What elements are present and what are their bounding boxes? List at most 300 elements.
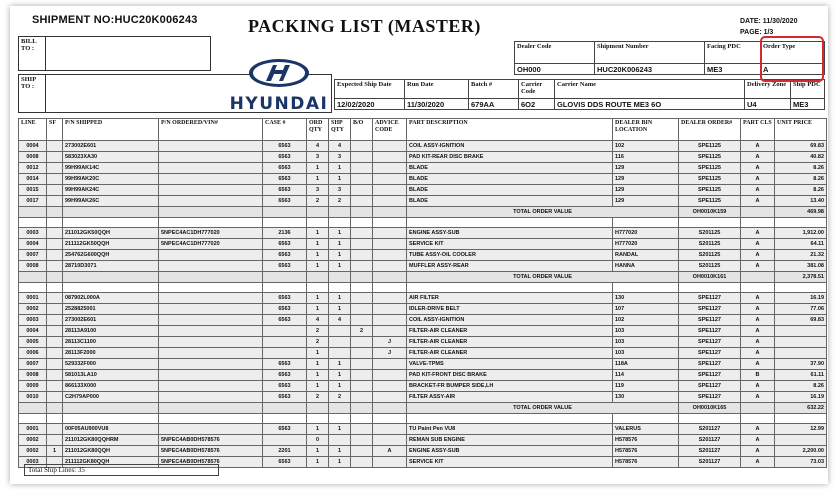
bo-cell [351, 457, 373, 468]
dealer-order-cell: SPE1127 [679, 326, 741, 337]
pn-shipped-cell: 211112GK50QQH [63, 239, 159, 250]
empty-cell [307, 272, 329, 283]
case-cell: 6563 [263, 293, 307, 304]
table-row [19, 435, 827, 446]
case-cell: 6563 [263, 392, 307, 403]
line-cell: 0008 [19, 261, 47, 272]
shp-qty-cell: 1 [329, 250, 351, 261]
dealer-code-label: Dealer Code [515, 42, 595, 64]
pn-ordered-vin-cell [159, 196, 263, 207]
shp-qty-cell: 3 [329, 185, 351, 196]
total-order-value-cell: 2,378.51 [775, 272, 827, 283]
shp-qty-cell [329, 326, 351, 337]
col-pn-shipped: P/N SHIPPED [63, 119, 159, 141]
dealer-order-cell: S201125 [679, 228, 741, 239]
part-cls-cell: A [741, 435, 775, 446]
bin-location-cell: H578576 [613, 457, 679, 468]
part-cls-cell: A [741, 185, 775, 196]
sf-cell [47, 370, 63, 381]
part-description-cell: AIR FILTER [407, 293, 613, 304]
part-cls-cell: A [741, 337, 775, 348]
case-cell: 6563 [263, 315, 307, 326]
unit-price-cell: 69.83 [775, 315, 827, 326]
part-cls-cell: A [741, 228, 775, 239]
case-cell: 6563 [263, 239, 307, 250]
advice-code-cell [373, 250, 407, 261]
empty-cell [373, 207, 407, 218]
dealer-order-cell: SPE1125 [679, 152, 741, 163]
case-cell [263, 348, 307, 359]
shp-qty-cell: 4 [329, 315, 351, 326]
sf-cell [47, 152, 63, 163]
part-cls-cell: A [741, 293, 775, 304]
empty-cell [63, 414, 159, 424]
case-cell: 2136 [263, 228, 307, 239]
pn-ordered-vin-cell [159, 152, 263, 163]
pn-shipped-cell: 211012GK50QQH [63, 228, 159, 239]
case-cell: 6563 [263, 141, 307, 152]
line-cell: 0015 [19, 185, 47, 196]
part-description-cell: FILTER-AIR CLEANER [407, 348, 613, 359]
unit-price-cell: 69.83 [775, 141, 827, 152]
ord-qty-cell: 1 [307, 381, 329, 392]
empty-cell [63, 283, 159, 293]
dealer-order-cell: SPE1125 [679, 163, 741, 174]
pn-ordered-vin-cell [159, 293, 263, 304]
dealer-order-cell: S201127 [679, 424, 741, 435]
line-cell: 0005 [19, 337, 47, 348]
advice-code-cell [373, 424, 407, 435]
empty-cell [613, 283, 679, 293]
empty-cell [307, 218, 329, 228]
bin-location-cell: 129 [613, 163, 679, 174]
shp-qty-cell: 1 [329, 381, 351, 392]
sf-cell [47, 185, 63, 196]
empty-cell [159, 283, 263, 293]
part-cls-cell: A [741, 315, 775, 326]
line-cell: 0012 [19, 163, 47, 174]
empty-cell [63, 272, 159, 283]
empty-cell [47, 283, 63, 293]
bo-cell: 2 [351, 326, 373, 337]
advice-code-cell [373, 359, 407, 370]
delivery-zone-label: Delivery Zone [745, 80, 791, 99]
col-advice-code: ADVICE CODE [373, 119, 407, 141]
ord-qty-cell: 1 [307, 261, 329, 272]
empty-cell [19, 218, 47, 228]
bin-location-cell: 102 [613, 315, 679, 326]
unit-price-cell: 1,912.00 [775, 228, 827, 239]
pn-shipped-cell: 28113F2000 [63, 348, 159, 359]
shp-qty-cell: 2 [329, 196, 351, 207]
facing-pdc-label: Facing PDC [705, 42, 761, 64]
hyundai-emblem-icon [222, 58, 336, 88]
empty-cell [159, 272, 263, 283]
part-description-cell: IDLER-DRIVE BELT [407, 304, 613, 315]
empty-cell [351, 207, 373, 218]
case-cell [263, 435, 307, 446]
empty-cell [741, 283, 775, 293]
dealer-order-cell: S201127 [679, 457, 741, 468]
table-row [19, 337, 827, 348]
sf-cell [47, 261, 63, 272]
pn-ordered-vin-cell [159, 250, 263, 261]
bin-location-cell: 103 [613, 326, 679, 337]
ord-qty-cell: 1 [307, 359, 329, 370]
pn-shipped-cell: 273002E601 [63, 315, 159, 326]
ord-qty-cell: 4 [307, 315, 329, 326]
col-case: CASE # [263, 119, 307, 141]
pn-shipped-cell: 99H99AK26C [63, 196, 159, 207]
dealer-order-cell: SPE1127 [679, 359, 741, 370]
packing-list-table [18, 118, 827, 468]
bo-cell [351, 435, 373, 446]
empty-cell [19, 207, 47, 218]
ord-qty-cell: 0 [307, 435, 329, 446]
bin-location-cell: 103 [613, 348, 679, 359]
dealer-order-cell: S201125 [679, 239, 741, 250]
dealer-order-cell: SPE1127 [679, 370, 741, 381]
sf-cell [47, 381, 63, 392]
sf-cell [47, 359, 63, 370]
unit-price-cell: 8.26 [775, 185, 827, 196]
pn-shipped-cell: 254762G600QQH [63, 250, 159, 261]
sf-cell [47, 163, 63, 174]
ord-qty-cell: 1 [307, 239, 329, 250]
empty-cell [679, 218, 741, 228]
dealer-order-cell: SPE1127 [679, 304, 741, 315]
empty-cell [373, 283, 407, 293]
part-cls-cell: A [741, 152, 775, 163]
empty-cell [63, 403, 159, 414]
part-cls-cell: A [741, 457, 775, 468]
bin-location-cell: 130 [613, 392, 679, 403]
empty-cell [159, 414, 263, 424]
part-description-cell: BLADE [407, 196, 613, 207]
col-part-cls: PART CLS [741, 119, 775, 141]
bin-location-cell: H578576 [613, 435, 679, 446]
shp-qty-cell: 1 [329, 370, 351, 381]
shp-qty-cell: 1 [329, 457, 351, 468]
page-title: PACKING LIST (MASTER) [248, 16, 481, 36]
bin-location-cell: 118A [613, 359, 679, 370]
unit-price-cell: 16.19 [775, 392, 827, 403]
table-header-row [19, 119, 827, 141]
pn-shipped-cell: 211012GK80QQH [63, 446, 159, 457]
bin-location-cell: RANDAL [613, 250, 679, 261]
case-cell: 6563 [263, 457, 307, 468]
advice-code-cell [373, 435, 407, 446]
shp-qty-cell: 1 [329, 293, 351, 304]
part-description-cell: COIL ASSY-IGNITION [407, 141, 613, 152]
pn-shipped-cell: 211112GK80QQH [63, 457, 159, 468]
sf-cell [47, 326, 63, 337]
case-cell: 6563 [263, 152, 307, 163]
shipping-info-grid [334, 79, 825, 110]
pn-shipped-cell: 00F05AU900VU8 [63, 424, 159, 435]
case-cell: 6563 [263, 424, 307, 435]
case-cell: 6563 [263, 196, 307, 207]
line-cell: 0007 [19, 359, 47, 370]
pn-ordered-vin-cell [159, 424, 263, 435]
shp-qty-cell: 2 [329, 392, 351, 403]
bin-location-cell: 129 [613, 196, 679, 207]
empty-cell [775, 414, 827, 424]
total-dealer-order-cell: OH0010K161 [679, 272, 741, 283]
total-dealer-order-cell: OH0010K159 [679, 207, 741, 218]
print-date: DATE: 11/30/2020 [740, 18, 798, 25]
empty-cell [307, 403, 329, 414]
empty-cell [329, 403, 351, 414]
dealer-code-value: OH000 [515, 64, 595, 75]
empty-cell [263, 403, 307, 414]
part-description-cell: BRACKET-FR BUMPER SIDE,LH [407, 381, 613, 392]
pn-ordered-vin-cell [159, 261, 263, 272]
advice-code-cell [373, 174, 407, 185]
part-description-cell: BLADE [407, 163, 613, 174]
bill-to-box [18, 36, 211, 71]
case-cell [263, 337, 307, 348]
unit-price-cell: 61.11 [775, 370, 827, 381]
ord-qty-cell: 1 [307, 370, 329, 381]
unit-price-cell: 8.26 [775, 381, 827, 392]
part-description-cell: COIL ASSY-IGNITION [407, 315, 613, 326]
unit-price-cell: 8.26 [775, 163, 827, 174]
unit-price-cell [775, 326, 827, 337]
empty-cell [351, 283, 373, 293]
case-cell [263, 326, 307, 337]
unit-price-cell: 381.08 [775, 261, 827, 272]
order-type-highlight [760, 36, 824, 82]
pn-ordered-vin-cell [159, 370, 263, 381]
bin-location-cell: 107 [613, 304, 679, 315]
pn-shipped-cell: 2528825001 [63, 304, 159, 315]
table-row [19, 446, 827, 457]
ord-qty-cell: 1 [307, 304, 329, 315]
pn-shipped-cell: 211012GK80QQHRM [63, 435, 159, 446]
pn-ordered-vin-cell [159, 315, 263, 326]
pn-ordered-vin-cell [159, 326, 263, 337]
unit-price-cell: 40.82 [775, 152, 827, 163]
unit-price-cell: 8.26 [775, 174, 827, 185]
part-cls-cell: A [741, 163, 775, 174]
order-type-label: Order Type [761, 42, 825, 64]
shp-qty-cell [329, 348, 351, 359]
part-description-cell: PAD KIT-FRONT DISC BRAKE [407, 370, 613, 381]
empty-cell [351, 272, 373, 283]
shp-qty-cell: 1 [329, 424, 351, 435]
expected-ship-date-label: Expected Ship Date [335, 80, 405, 99]
col-line: LINE [19, 119, 47, 141]
part-description-cell: TUBE ASSY-OIL COOLER [407, 250, 613, 261]
shp-qty-cell: 1 [329, 359, 351, 370]
advice-code-cell [373, 239, 407, 250]
pn-shipped-cell: 866133X000 [63, 381, 159, 392]
col-part-description: PART DESCRIPTION [407, 119, 613, 141]
sf-cell [47, 174, 63, 185]
dealer-order-cell: SPE1125 [679, 185, 741, 196]
line-cell: 0004 [19, 141, 47, 152]
bo-cell [351, 348, 373, 359]
bin-location-cell: 130 [613, 293, 679, 304]
sf-cell: 1 [47, 446, 63, 457]
bo-cell [351, 293, 373, 304]
unit-price-cell: 12.99 [775, 424, 827, 435]
part-description-cell: ENGINE ASSY-SUB [407, 446, 613, 457]
advice-code-cell [373, 293, 407, 304]
part-description-cell: FILTER-AIR CLEANER [407, 337, 613, 348]
part-description-cell: SERVICE KIT [407, 239, 613, 250]
carrier-code-value: 6O2 [519, 99, 555, 110]
line-cell: 0001 [19, 424, 47, 435]
batch-value: 679AA [469, 99, 519, 110]
advice-code-cell [373, 196, 407, 207]
shp-qty-cell: 4 [329, 141, 351, 152]
unit-price-cell: 73.03 [775, 457, 827, 468]
part-cls-cell: A [741, 174, 775, 185]
empty-cell [19, 414, 47, 424]
unit-price-cell [775, 337, 827, 348]
order-total-row [19, 207, 827, 218]
empty-cell [351, 403, 373, 414]
line-cell: 0008 [19, 152, 47, 163]
order-total-row [19, 272, 827, 283]
expected-ship-date-value: 12/02/2020 [335, 99, 405, 110]
empty-cell [679, 283, 741, 293]
unit-price-cell: 13.40 [775, 196, 827, 207]
run-date-value: 11/30/2020 [405, 99, 469, 110]
ord-qty-cell: 4 [307, 141, 329, 152]
case-cell: 2201 [263, 446, 307, 457]
unit-price-cell [775, 348, 827, 359]
table-row [19, 315, 827, 326]
ship-pdc-value: ME3 [791, 99, 825, 110]
empty-cell [329, 283, 351, 293]
total-order-value-label: TOTAL ORDER VALUE [407, 207, 679, 218]
case-cell: 6563 [263, 370, 307, 381]
ord-qty-cell: 2 [307, 392, 329, 403]
packing-list-sheet [10, 6, 828, 484]
table-row [19, 304, 827, 315]
line-cell: 0007 [19, 250, 47, 261]
part-cls-cell: A [741, 392, 775, 403]
line-cell: 0008 [19, 370, 47, 381]
bin-location-cell: H777020 [613, 239, 679, 250]
pn-ordered-vin-cell [159, 348, 263, 359]
part-cls-cell: A [741, 381, 775, 392]
shp-qty-cell: 1 [329, 261, 351, 272]
empty-cell [63, 218, 159, 228]
empty-cell [613, 414, 679, 424]
table-row [19, 228, 827, 239]
bin-location-cell: H578576 [613, 446, 679, 457]
case-cell: 6563 [263, 261, 307, 272]
sf-cell [47, 392, 63, 403]
ord-qty-cell: 1 [307, 174, 329, 185]
empty-cell [263, 218, 307, 228]
table-row [19, 152, 827, 163]
ord-qty-cell: 1 [307, 457, 329, 468]
advice-code-cell [373, 228, 407, 239]
part-description-cell: VALVE-TPMS [407, 359, 613, 370]
sf-cell [47, 239, 63, 250]
ord-qty-cell: 3 [307, 185, 329, 196]
delivery-zone-value: U4 [745, 99, 791, 110]
table-row [19, 185, 827, 196]
bin-location-cell: 119 [613, 381, 679, 392]
dealer-order-cell: S201127 [679, 446, 741, 457]
pn-shipped-cell: C2H79AP000 [63, 392, 159, 403]
pn-shipped-cell: 529332F000 [63, 359, 159, 370]
shp-qty-cell: 1 [329, 239, 351, 250]
table-row [19, 163, 827, 174]
empty-cell [47, 272, 63, 283]
part-description-cell: FILTER-AIR CLEANER [407, 326, 613, 337]
empty-cell [19, 403, 47, 414]
line-cell: 0002 [19, 304, 47, 315]
line-cell: 0009 [19, 381, 47, 392]
pn-ordered-vin-cell [159, 337, 263, 348]
spacer-row [19, 283, 827, 293]
dealer-order-cell: S201125 [679, 250, 741, 261]
table-row [19, 250, 827, 261]
table-row [19, 370, 827, 381]
col-sf: SF [47, 119, 63, 141]
line-cell: 0014 [19, 174, 47, 185]
bin-location-cell: 129 [613, 185, 679, 196]
pn-shipped-cell: 28113A9100 [63, 326, 159, 337]
bo-cell [351, 446, 373, 457]
empty-cell [159, 207, 263, 218]
empty-cell [407, 218, 613, 228]
shp-qty-cell: 1 [329, 228, 351, 239]
advice-code-cell [373, 163, 407, 174]
col-ord-qty: ORD QTY [307, 119, 329, 141]
empty-cell [741, 414, 775, 424]
col-unit-price: UNIT PRICE [775, 119, 827, 141]
sf-cell [47, 315, 63, 326]
empty-cell [307, 283, 329, 293]
empty-cell [307, 207, 329, 218]
pn-ordered-vin-cell [159, 185, 263, 196]
bo-cell [351, 370, 373, 381]
part-cls-cell: A [741, 239, 775, 250]
table-row [19, 424, 827, 435]
page-number: PAGE: 1/3 [740, 29, 774, 36]
pn-ordered-vin-cell [159, 359, 263, 370]
line-cell: 0004 [19, 239, 47, 250]
case-cell: 6563 [263, 185, 307, 196]
shp-qty-cell [329, 337, 351, 348]
col-pn-ordered-vin: P/N ORDERED/VIN# [159, 119, 263, 141]
pn-shipped-cell: 087902L000A [63, 293, 159, 304]
bin-location-cell: 116 [613, 152, 679, 163]
bo-cell [351, 304, 373, 315]
case-cell: 6563 [263, 163, 307, 174]
advice-code-cell [373, 326, 407, 337]
dealer-order-cell: SPE1127 [679, 293, 741, 304]
bo-cell [351, 185, 373, 196]
bin-location-cell: VALERUS [613, 424, 679, 435]
shp-qty-cell: 1 [329, 174, 351, 185]
line-cell: 0004 [19, 326, 47, 337]
order-type-value: A [761, 64, 825, 75]
dealer-order-cell: SPE1127 [679, 392, 741, 403]
empty-cell [351, 218, 373, 228]
order-total-row [19, 403, 827, 414]
ord-qty-cell: 2 [307, 337, 329, 348]
ord-qty-cell: 1 [307, 446, 329, 457]
